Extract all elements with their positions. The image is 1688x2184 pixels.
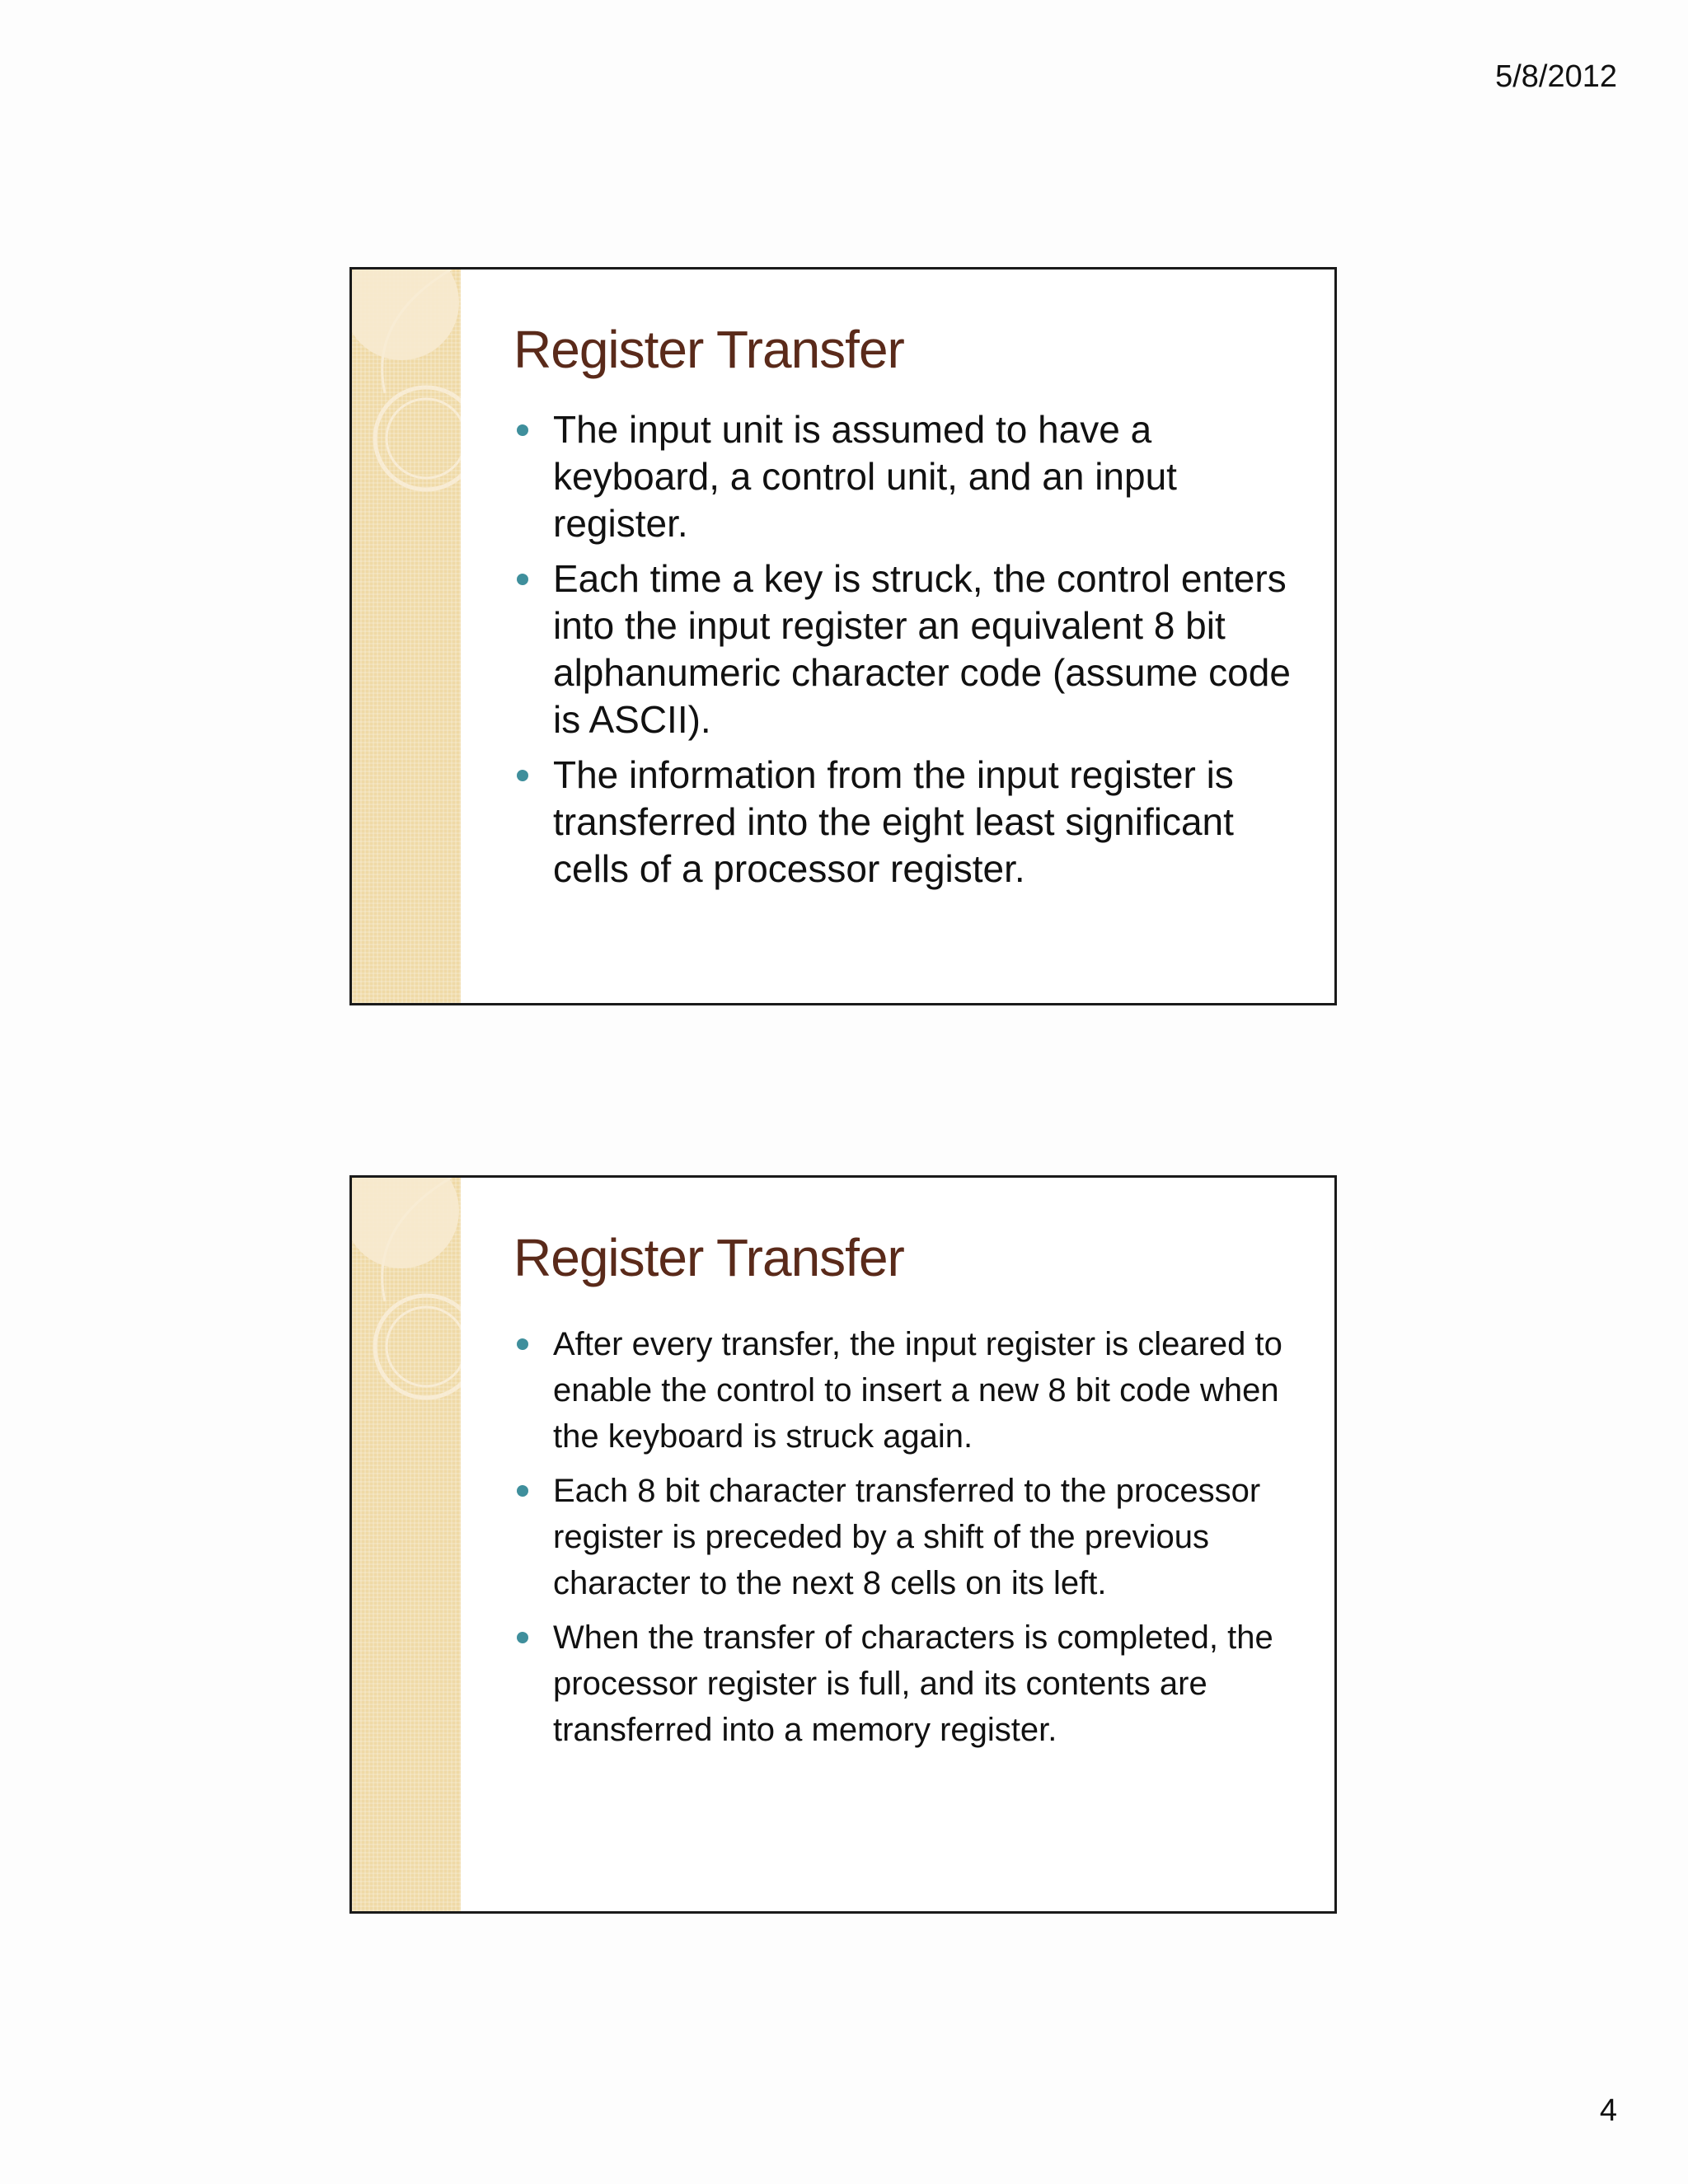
decorative-circles-icon (352, 1178, 461, 1914)
slide-2 (349, 1175, 1337, 1914)
bullet-item: The input unit is assumed to have a keyboard, a control unit, and an input register. (513, 406, 1310, 547)
slide-decorative-band (352, 269, 461, 1003)
slide-decorative-band (352, 1178, 461, 1911)
bullet-list (513, 1321, 1310, 1753)
page-date: 5/8/2012 (1495, 59, 1617, 94)
bullet-item: Each 8 bit character transferred to the processor register is preceded by a shift of the previous character to the next 8 cells on its left. (513, 1468, 1310, 1606)
slide-title: Register Transfer (513, 320, 904, 379)
slide-content (513, 1227, 1310, 1761)
bullet-item: The information from the input register is transferred into the eight least significant cells of a processor register. (513, 752, 1310, 893)
decorative-circles-icon (352, 269, 461, 1005)
slide-1 (349, 267, 1337, 1005)
bullet-item: Each time a key is struck, the control enters into the input register an equivalent 8 bit alphanumeric character code (assume code is ASCII). (513, 555, 1310, 743)
bullet-item: When the transfer of characters is completed, the processor register is full, and its contents are transferred into a memory register. (513, 1615, 1310, 1753)
page-number: 4 (1599, 2093, 1617, 2128)
slide-content (513, 319, 1310, 901)
bullet-item: After every transfer, the input register is cleared to enable the control to insert a new 8 bit code when the keyboard is struck again. (513, 1321, 1310, 1460)
slide-title: Register Transfer (513, 1228, 904, 1287)
bullet-list (513, 406, 1310, 893)
